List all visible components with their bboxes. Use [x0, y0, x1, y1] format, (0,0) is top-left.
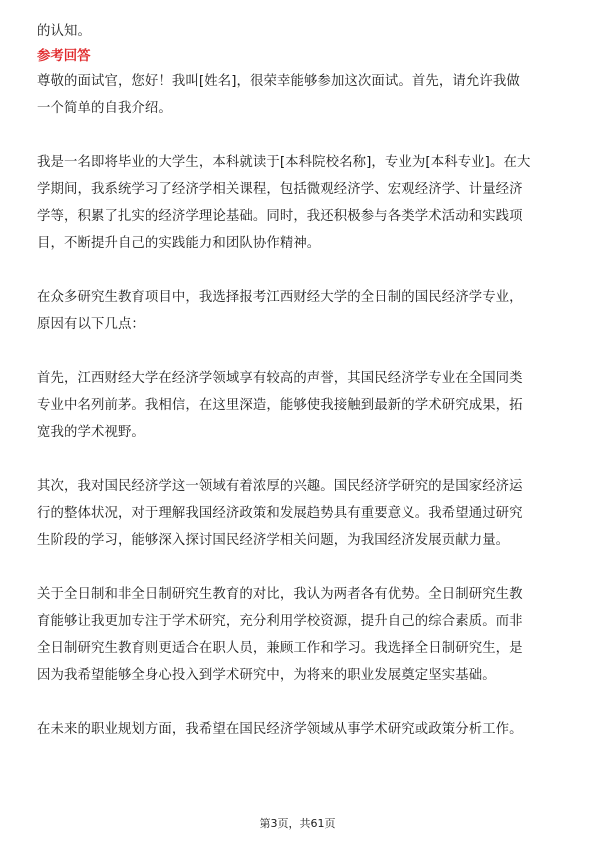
paragraph-line: 我是一名即将毕业的大学生，本科就读于[本科院校名称]，专业为[本科专业]。在大: [37, 155, 531, 170]
document-body: [37, 18, 559, 743]
paragraph-line: 在未来的职业规划方面，我希望在国民经济学领域从事学术研究或政策分析工作。: [37, 722, 523, 737]
paragraph-line: 在众多研究生教育项目中，我选择报考江西财经大学的全日制的国民经济学专业，: [37, 290, 523, 305]
paragraph-line: 行的整体状况，对于理解我国经济政策和发展趋势具有重要意义。我希望通过研究: [37, 506, 523, 521]
paragraph-gap: [37, 446, 559, 473]
paragraph-line: 因为我希望能够全身心投入到学术研究中，为将来的职业发展奠定坚实基础。: [37, 668, 496, 683]
paragraph-line: 首先，江西财经大学在经济学领域享有较高的声誉，其国民经济学专业在全国同类: [37, 371, 523, 386]
paragraph: [37, 581, 559, 689]
paragraph-gap: [37, 257, 559, 284]
paragraph-line: 一个简单的自我介绍。: [37, 101, 172, 116]
paragraph: [37, 68, 559, 122]
paragraph: [37, 365, 559, 446]
paragraph-gap: [37, 554, 559, 581]
paragraph: [37, 473, 559, 554]
paragraph-line: 尊敬的面试官，您好！我叫[姓名]，很荣幸能够参加这次面试。首先，请允许我做: [37, 74, 520, 89]
paragraph-gap: [37, 338, 559, 365]
paragraph-line: 原因有以下几点：: [37, 317, 145, 332]
paragraph-line: 生阶段的学习，能够深入探讨国民经济学相关问题，为我国经济发展贡献力量。: [37, 533, 510, 548]
answer-paragraphs: [37, 68, 559, 743]
section-heading: 参考回答: [37, 49, 91, 64]
paragraph-line: 关于全日制和非全日制研究生教育的对比，我认为两者各有优势。全日制研究生教: [37, 587, 523, 602]
paragraph-gap: [37, 122, 559, 149]
paragraph-line: 育能够让我更加专注于学术研究，充分利用学校资源，提升自己的综合素质。而非: [37, 614, 523, 629]
paragraph-line: 专业中名列前茅。我相信，在这里深造，能够使我接触到最新的学术研究成果，拓: [37, 398, 523, 413]
paragraph: [37, 716, 559, 743]
intro-fragment: 的认知。: [37, 24, 91, 39]
page-footer: 第3页，共61页: [259, 817, 336, 830]
paragraph-line: 学等，积累了扎实的经济学理论基础。同时，我还积极参与各类学术活动和实践项: [37, 209, 523, 224]
paragraph: [37, 149, 559, 257]
paragraph-line: 学期间，我系统学习了经济学相关课程，包括微观经济学、宏观经济学、计量经济: [37, 182, 523, 197]
paragraph: [37, 284, 559, 338]
paragraph-line: 其次，我对国民经济学这一领域有着浓厚的兴趣。国民经济学研究的是国家经济运: [37, 479, 523, 494]
paragraph-line: 目，不断提升自己的实践能力和团队协作精神。: [37, 236, 321, 251]
paragraph-line: 全日制研究生教育则更适合在职人员，兼顾工作和学习。我选择全日制研究生，是: [37, 641, 523, 656]
paragraph-line: 宽我的学术视野。: [37, 425, 145, 440]
paragraph-gap: [37, 689, 559, 716]
